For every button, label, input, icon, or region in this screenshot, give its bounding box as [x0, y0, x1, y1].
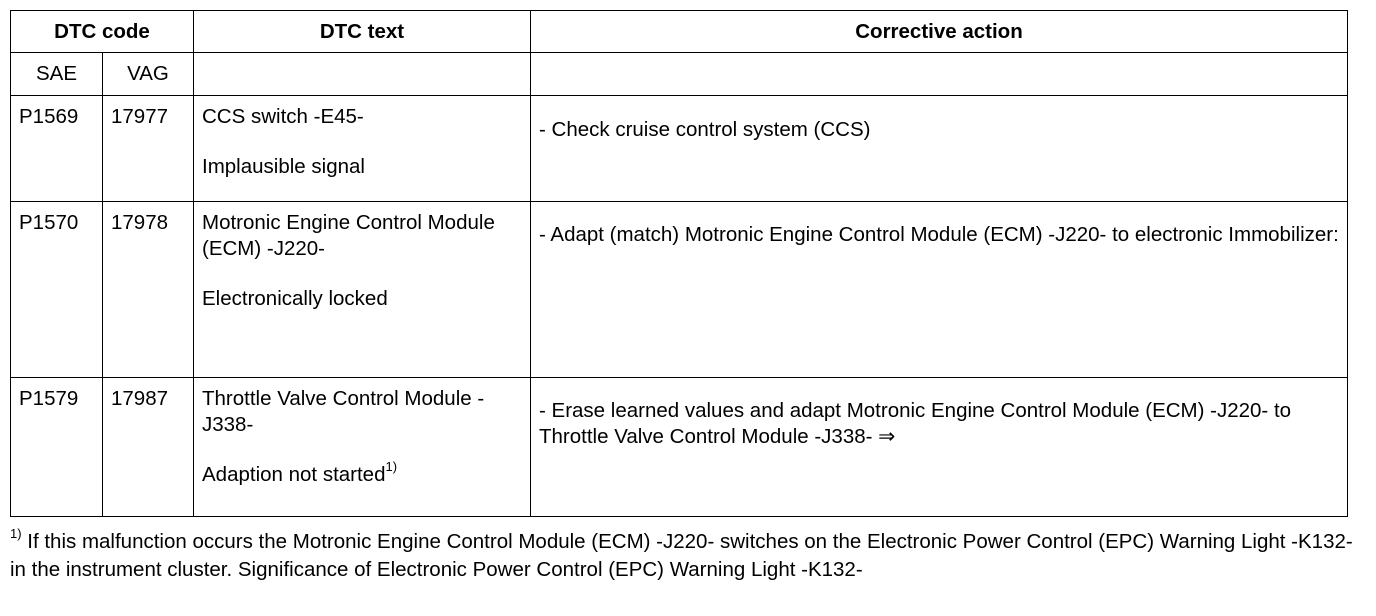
table-row	[11, 378, 1348, 517]
footnote-text: If this malfunction occurs the Motronic Engine Control Module (ECM) -J220- switches on the Electronic Power Control (EPC) Warning Light -K132- in the instrument cluster. Significance of Electronic Power Control (EPC) Warning Light -K132-	[10, 530, 1353, 581]
dtc-text-line1: Throttle Valve Control Module -J338-	[202, 387, 485, 436]
dtc-text-line2: Electronically locked	[202, 287, 388, 310]
cell-vag: 17978	[103, 202, 194, 378]
footnote-marker: 1)	[10, 526, 22, 542]
corrective-action-text: - Adapt (match) Motronic Engine Control Module (ECM) -J220- to electronic Immobilizer:	[539, 223, 1339, 246]
header-vag: VAG	[103, 53, 194, 96]
cell-action	[531, 202, 1348, 378]
cell-dtc-text	[194, 378, 531, 517]
table-row	[11, 202, 1348, 378]
footnote-ref: 1)	[385, 459, 398, 475]
cell-action	[531, 96, 1348, 202]
cell-sae: P1579	[11, 378, 103, 517]
header-sae: SAE	[11, 53, 103, 96]
subheader-row	[11, 53, 1348, 96]
table-row	[11, 96, 1348, 202]
cell-dtc-text	[194, 202, 531, 378]
header-dtc-code: DTC code	[11, 11, 194, 53]
corrective-action-text: - Erase learned values and adapt Motronic Engine Control Module (ECM) -J220- to Throttle Valve Control Module -J338- ⇒	[539, 399, 1292, 448]
header-corrective-action: Corrective action	[531, 11, 1348, 53]
dtc-text-line2: Implausible signal	[202, 155, 365, 178]
subheader-empty-text	[194, 53, 531, 96]
dtc-text-line1: Motronic Engine Control Module (ECM) -J220-	[202, 211, 495, 260]
subheader-empty-action	[531, 53, 1348, 96]
cell-sae: P1570	[11, 202, 103, 378]
cell-sae: P1569	[11, 96, 103, 202]
header-row	[11, 11, 1348, 53]
footnote	[10, 528, 1360, 584]
corrective-action-text: - Check cruise control system (CCS)	[539, 118, 871, 141]
dtc-text-line2: Adaption not started	[202, 463, 386, 486]
dtc-table	[10, 10, 1348, 517]
cell-action	[531, 378, 1348, 517]
dtc-text-line1: CCS switch -E45-	[202, 105, 364, 128]
cell-dtc-text	[194, 96, 531, 202]
cell-vag: 17987	[103, 378, 194, 517]
header-dtc-text: DTC text	[194, 11, 531, 53]
cell-vag: 17977	[103, 96, 194, 202]
